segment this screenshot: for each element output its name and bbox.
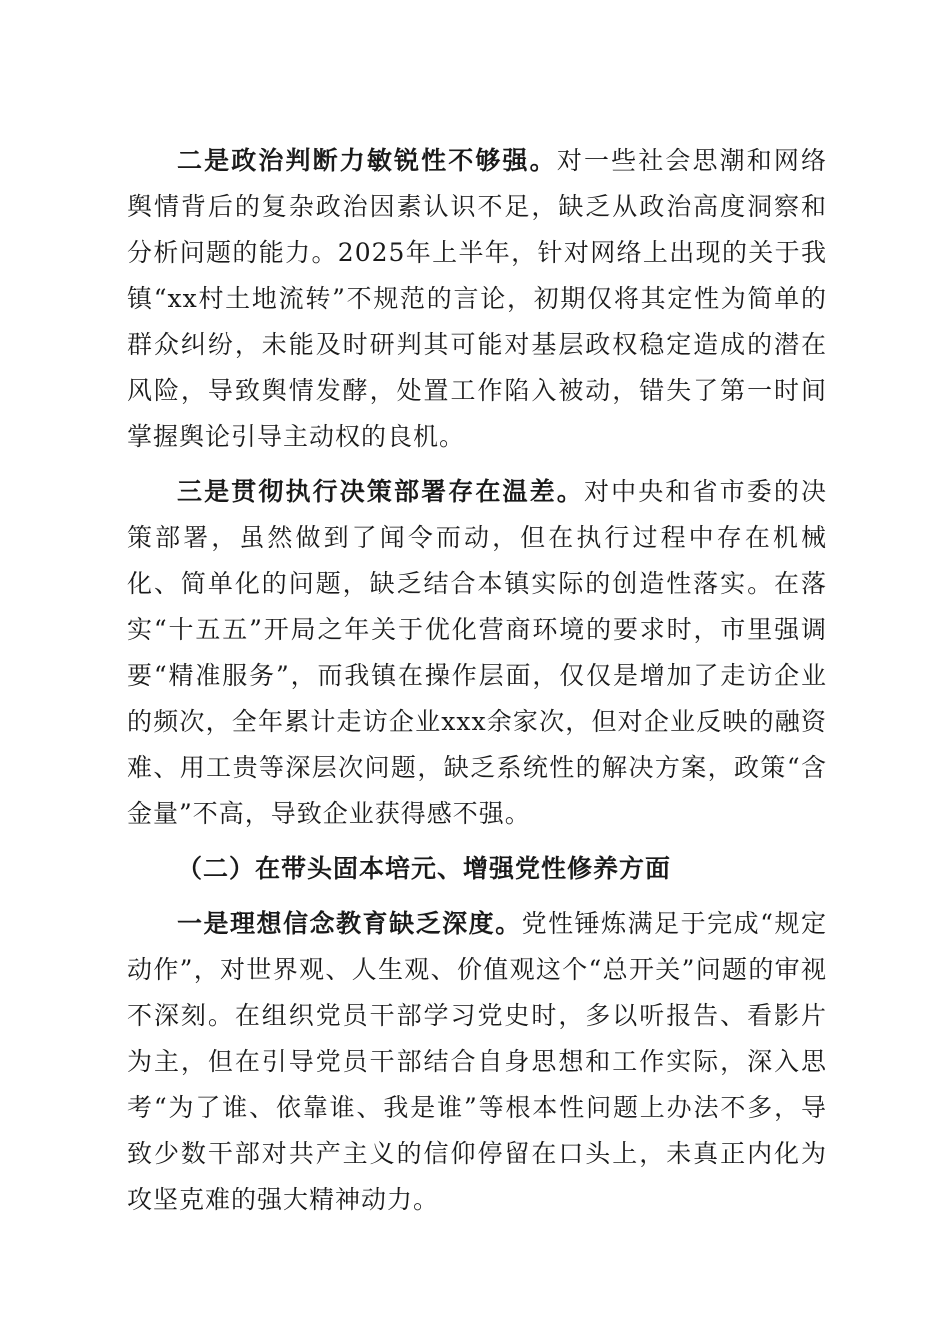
paragraph-policy-execution	[127, 469, 827, 837]
paragraph-political-judgment	[127, 138, 827, 460]
section-heading: （二）在带头固本培元、增强党性修养方面	[177, 854, 672, 883]
paragraph-body: 对一些社会思潮和网络舆情背后的复杂政治因素认识不足，缺乏从政治高度洞察和分析问题的能力。2025年上半年，针对网络上出现的关于我镇“xx村土地流转”不规范的言论，初期仅将其定性为简单的群众纠纷，未能及时研判其可能对基层政权稳定造成的潜在风险，导致舆情发酵，处置工作陷入被动，错失了第一时间掌握舆论引导主动权的良机。	[127, 146, 827, 451]
paragraph-lead: 三是贯彻执行决策部署存在温差。	[177, 477, 584, 506]
paragraph-lead: 二是政治判断力敏锐性不够强。	[177, 146, 557, 175]
paragraph-lead: 一是理想信念教育缺乏深度。	[177, 909, 522, 938]
document-body	[127, 138, 827, 1232]
paragraph-body: 党性锤炼满足于完成“规定动作”，对世界观、人生观、价值观这个“总开关”问题的审视不深刻。在组织党员干部学习党史时，多以听报告、看影片为主，但在引导党员干部结合自身思想和工作实际，深入思考“为了谁、依靠谁、我是谁”等根本性问题上办法不多，导致少数干部对共产主义的信仰停留在口头上，未真正内化为攻坚克难的强大精神动力。	[127, 909, 827, 1214]
paragraph-body: 对中央和省市委的决策部署，虽然做到了闻令而动，但在执行过程中存在机械化、简单化的问题，缺乏结合本镇实际的创造性落实。在落实“十五五”开局之年关于优化营商环境的要求时，市里强调要“精准服务”，而我镇在操作层面，仅仅是增加了走访企业的频次，全年累计走访企业xxx余家次，但对企业反映的融资难、用工贵等深层次问题，缺乏系统性的解决方案，政策“含金量”不高，导致企业获得感不强。	[127, 477, 827, 828]
paragraph-ideals-education	[127, 901, 827, 1223]
